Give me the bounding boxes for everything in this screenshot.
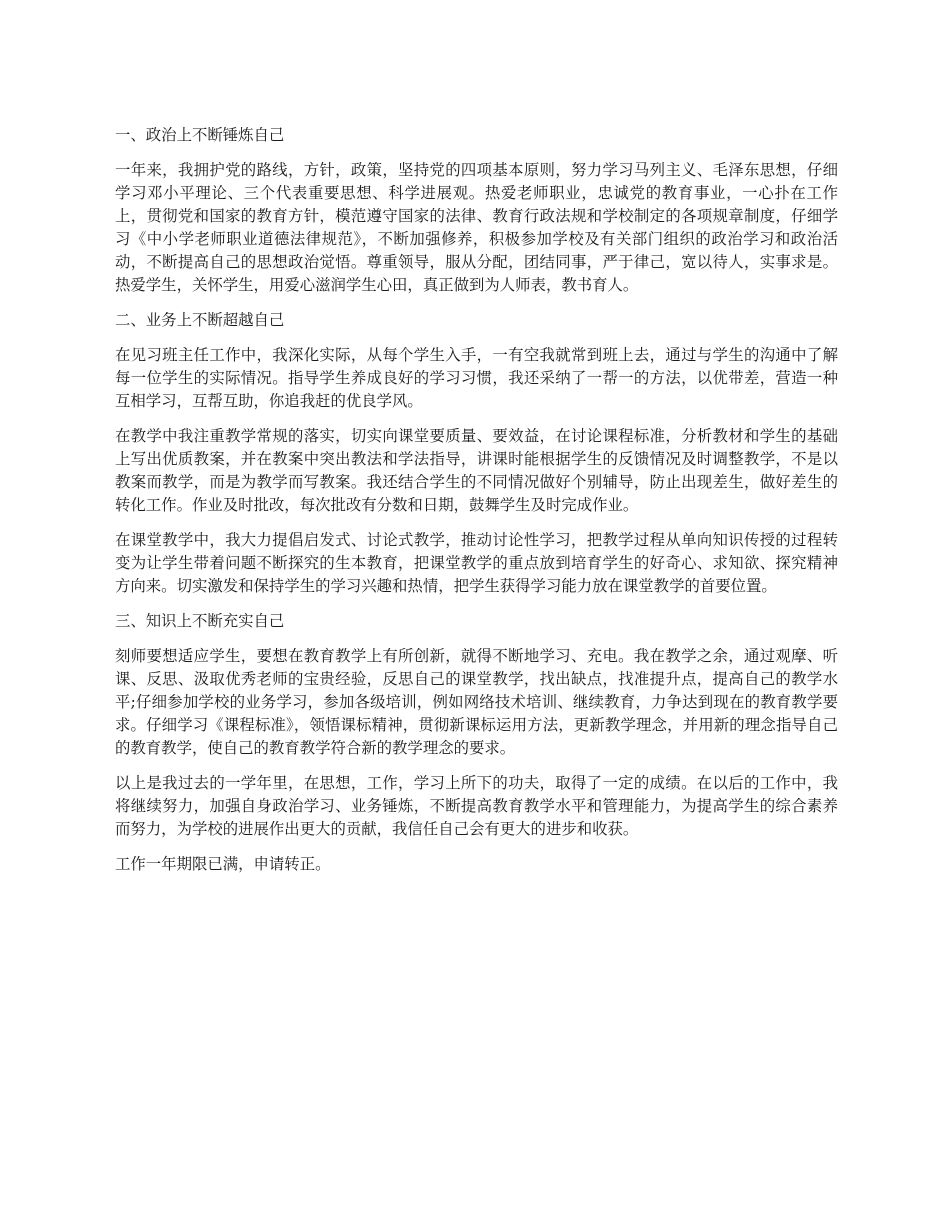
paragraph-closing: 工作一年期限已满，申请转正。 [115,855,331,873]
paragraph-classroom-teaching: 在课堂教学中，我大力提倡启发式、讨论式教学，推动讨论性学习，把教学过程从单向知识传授的过程转变为让学生带着问题不断探究的生本教育，把课堂教学的重点放到培育学生的好奇心、求知欲、探究精神方向来。切实激发和保持学生的学习兴趣和热情，把学生获得学习能力放在课堂教学的首要位置。 [115,531,838,595]
paragraph-head-teacher: 在见习班主任工作中，我深化实际，从每个学生入手，一有空我就常到班上去，通过与学生的沟通中了解每一位学生的实际情况。指导学生养成良好的学习习惯，我还采纳了一帮一的方法，以优带差，营造一种互相学习，互帮互助，你追我赶的优良学风。 [115,346,838,410]
paragraph-learning: 刻师要想适应学生，要想在教育教学上有所创新，就得不断地学习、充电。我在教学之余，通过观摩、听课、反思、汲取优秀老师的宝贵经验，反思自己的课堂教学，找出缺点，找准提升点，提高自己的教学水平;仔细参加学校的业务学习，参加各级培训，例如网络技术培训、继续教育，力争达到现在的教育教学要求。仔细学习《课程标准》，领悟课标精神，贯彻新课标运用方法，更新教学理念，并用新的理念指导自己的教育教学，使自己的教育教学符合新的教学理念的要求。 [115,647,838,757]
section-heading-knowledge: 三、知识上不断充实自己 [115,612,285,630]
section-heading-work: 二、业务上不断超越自己 [115,311,285,329]
section-heading-politics: 一、政治上不断锤炼自己 [115,126,285,144]
paragraph-teaching-routine: 在教学中我注重教学常规的落实，切实向课堂要质量、要效益，在讨论课程标准，分析教材和学生的基础上写出优质教案，并在教案中突出教法和学法指导，讲课时能根据学生的反馈情况及时调整教学，不是以教案而教学，而是为教学而写教案。我还结合学生的不同情况做好个别辅导，防止出现差生，做好差生的转化工作。作业及时批改，每次批改有分数和日期，鼓舞学生及时完成作业。 [115,427,838,514]
document-body [115,124,838,888]
paragraph-politics: 一年来，我拥护党的路线，方针，政策，坚持党的四项基本原则，努力学习马列主义、毛泽东思想，仔细学习邓小平理论、三个代表重要思想、科学进展观。热爱老师职业，忠诚党的教育事业，一心扑在工作上，贯彻党和国家的教育方针，模范遵守国家的法律、教育行政法规和学校制定的各项规章制度，仔细学习《中小学老师职业道德法律规范》，不断加强修养，积极参加学校及有关部门组织的政治学习和政治活动，不断提高自己的思想政治觉悟。尊重领导，服从分配，团结同事，严于律己，宽以待人，实事求是。热爱学生，关怀学生，用爱心滋润学生心田，真正做到为人师表，教书育人。 [115,161,838,294]
paragraph-summary: 以上是我过去的一学年里，在思想，工作，学习上所下的功夫，取得了一定的成绩。在以后的工作中，我将继续努力，加强自身政治学习、业务锤炼，不断提高教育教学水平和管理能力，为提高学生的综合素养而努力，为学校的进展作出更大的贡献，我信任自己会有更大的进步和收获。 [115,774,838,838]
